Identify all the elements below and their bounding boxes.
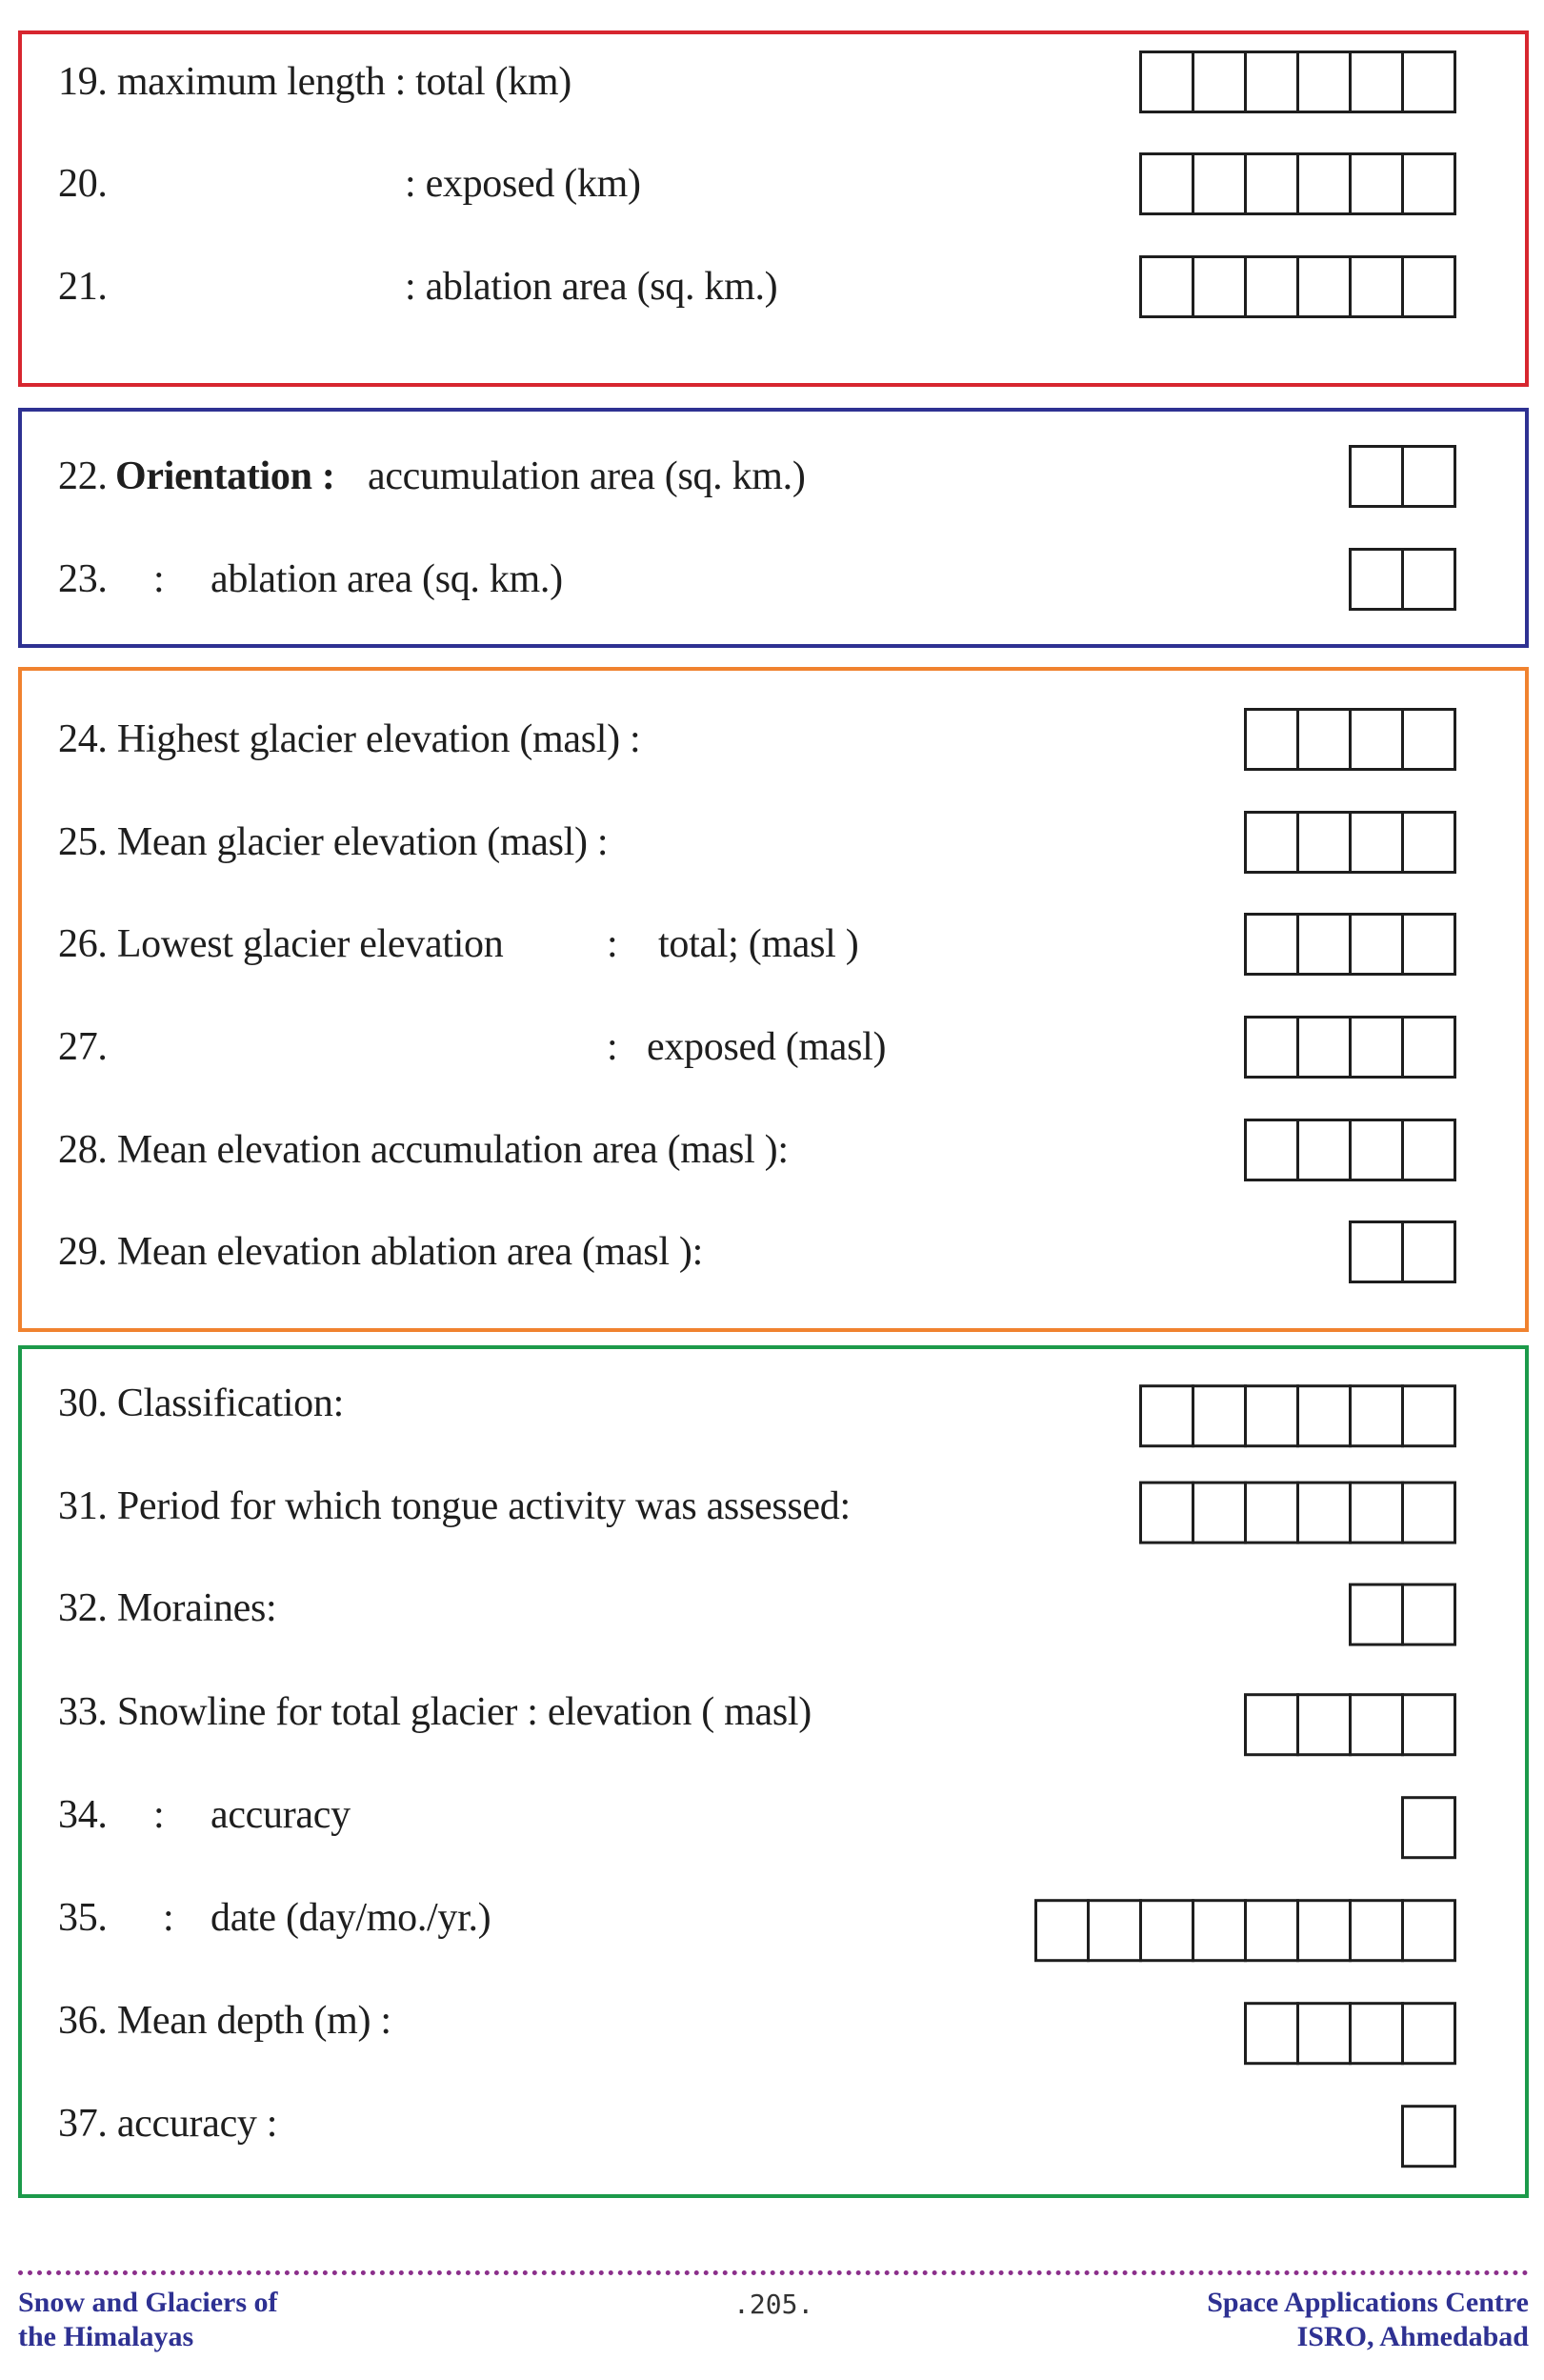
field-30-label: 30. Classification: — [58, 1382, 344, 1425]
field-19-input[interactable] — [1142, 50, 1456, 113]
field-27-number: 27. — [58, 1025, 108, 1069]
field-29-label: 29. Mean elevation ablation area (masl ): — [58, 1230, 703, 1274]
section-elevation — [18, 667, 1529, 1332]
field-26-input[interactable] — [1247, 913, 1456, 976]
section-classification — [18, 1345, 1529, 2198]
field-26-label: 26. Lowest glacier elevation — [58, 922, 504, 966]
field-20-input[interactable] — [1142, 152, 1456, 215]
field-25-label: 25. Mean glacier elevation (masl) : — [58, 820, 609, 864]
section-length — [18, 30, 1529, 387]
field-23-number: 23. — [58, 557, 108, 601]
field-33-input[interactable] — [1247, 1693, 1456, 1756]
page-number: .205. — [733, 2289, 814, 2320]
field-27-input[interactable] — [1247, 1016, 1456, 1079]
field-20-number: 20. — [58, 162, 108, 206]
section-orientation — [18, 408, 1529, 648]
field-28-label: 28. Mean elevation accumulation area (masl ): — [58, 1128, 789, 1172]
field-22-label: accumulation area (sq. km.) — [368, 454, 806, 498]
field-27-sublabel: exposed (masl) — [647, 1025, 887, 1069]
field-20-label: : exposed (km) — [405, 162, 641, 206]
field-37-input[interactable] — [1404, 2105, 1456, 2168]
field-23-label: ablation area (sq. km.) — [211, 557, 563, 601]
field-35-number: 35. — [58, 1896, 108, 1940]
field-32-input[interactable] — [1352, 1583, 1456, 1646]
footer-divider — [18, 2270, 1529, 2275]
field-21-number: 21. — [58, 265, 108, 309]
field-33-label: 33. Snowline for total glacier : elevation ( masl) — [58, 1690, 812, 1734]
field-34-label: accuracy — [211, 1793, 351, 1837]
field-28-input[interactable] — [1247, 1119, 1456, 1181]
field-35-colon: : — [163, 1896, 174, 1940]
field-26-sublabel: total; (masl ) — [658, 922, 859, 966]
field-27-colon: : — [607, 1025, 618, 1069]
field-30-input[interactable] — [1142, 1384, 1456, 1447]
field-22-input[interactable] — [1352, 445, 1456, 508]
field-35-date-input[interactable] — [1037, 1899, 1456, 1962]
field-36-input[interactable] — [1247, 2002, 1456, 2065]
footer-publication-title: Snow and Glaciers of the Himalayas — [18, 2287, 278, 2352]
field-21-label: : ablation area (sq. km.) — [405, 265, 778, 309]
field-34-colon: : — [153, 1793, 165, 1837]
field-25-input[interactable] — [1247, 811, 1456, 874]
footer-organization: Space Applications Centre ISRO, Ahmedabad — [1207, 2287, 1529, 2352]
field-19-label: 19. maximum length : total (km) — [58, 60, 571, 104]
field-23-input[interactable] — [1352, 548, 1456, 611]
field-23-colon: : — [153, 557, 165, 601]
field-32-label: 32. Moraines: — [58, 1586, 277, 1630]
field-26-colon: : — [607, 922, 618, 966]
field-29-input[interactable] — [1352, 1220, 1456, 1283]
field-21-input[interactable] — [1142, 255, 1456, 318]
field-34-number: 34. — [58, 1793, 108, 1837]
field-34-input[interactable] — [1404, 1796, 1456, 1859]
field-22-number: 22. — [58, 454, 108, 498]
field-24-input[interactable] — [1247, 708, 1456, 771]
field-37-label: 37. accuracy : — [58, 2102, 278, 2146]
field-35-label: date (day/mo./yr.) — [211, 1896, 491, 1940]
field-22-heading: Orientation : — [115, 454, 335, 498]
field-36-label: 36. Mean depth (m) : — [58, 1999, 391, 2043]
field-24-label: 24. Highest glacier elevation (masl) : — [58, 717, 641, 761]
field-31-label: 31. Period for which tongue activity was assessed: — [58, 1484, 851, 1528]
field-31-input[interactable] — [1142, 1482, 1456, 1544]
